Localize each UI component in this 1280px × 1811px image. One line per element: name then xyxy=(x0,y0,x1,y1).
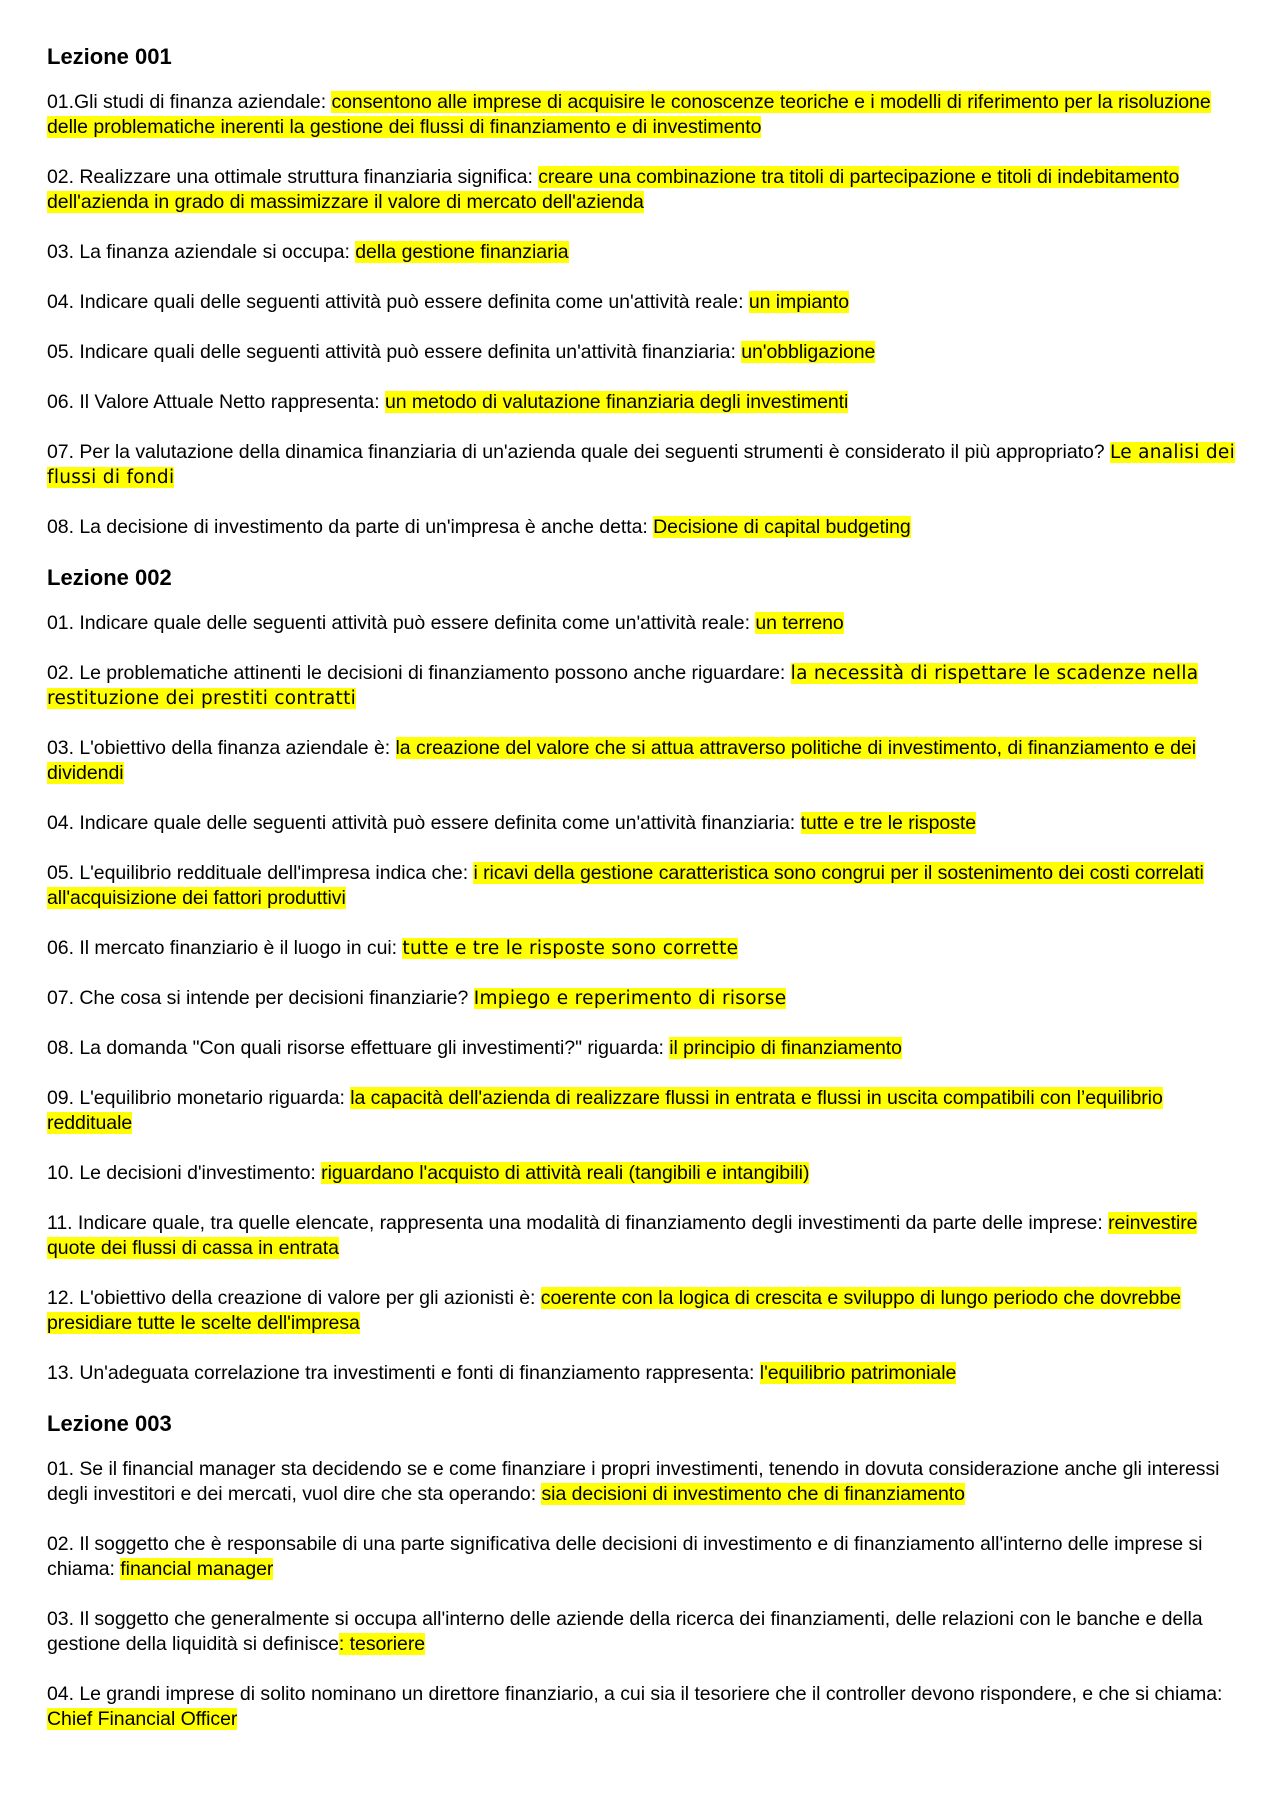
answer-highlight: il principio di finanziamento xyxy=(669,1037,902,1059)
qa-item xyxy=(47,440,1247,490)
question-text: 01.Gli studi di finanza aziendale: xyxy=(47,91,332,113)
answer-highlight: la creazione del valore che si attua attraverso politiche di investimento, di finanziamento e dei dividendi xyxy=(47,737,1197,784)
question-text: 03. La finanza aziendale si occupa: xyxy=(47,241,356,263)
lesson-002 xyxy=(47,565,1247,1386)
answer-highlight: i ricavi della gestione caratteristica sono congrui per il sostenimento dei costi correlati all'acquisizione dei fattori produttivi xyxy=(47,862,1204,909)
question-text: 03. Il soggetto che generalmente si occupa all'interno delle aziende della ricerca dei finanziamenti, delle relazioni con le banche e della gestione della liquidità si definisce xyxy=(47,1608,1203,1655)
qa-item xyxy=(47,1211,1247,1261)
answer-highlight: la capacità dell'azienda di realizzare flussi in entrata e flussi in uscita compatibili con l’equilibrio reddituale xyxy=(47,1087,1163,1134)
answer-highlight: Impiego e reperimento di risorse xyxy=(473,988,787,1009)
qa-item xyxy=(47,986,1247,1011)
question-text: 04. Indicare quale delle seguenti attività può essere definita come un'attività finanziaria: xyxy=(47,812,801,834)
question-text: 01. Indicare quale delle seguenti attività può essere definita come un'attività reale: xyxy=(47,612,756,634)
answer-highlight: della gestione finanziaria xyxy=(355,241,569,263)
question-text: 06. Il Valore Attuale Netto rappresenta: xyxy=(47,391,385,413)
qa-item xyxy=(47,1361,1247,1386)
answer-highlight: un terreno xyxy=(755,612,844,634)
question-text: 02. Il soggetto che è responsabile di una parte significativa delle decisioni di investimento e di finanziamento all'interno delle imprese si chiama: xyxy=(47,1533,1203,1580)
qa-item xyxy=(47,661,1247,711)
lesson-001 xyxy=(47,44,1247,540)
qa-item xyxy=(47,290,1247,315)
question-text: 09. L'equilibrio monetario riguarda: xyxy=(47,1087,351,1109)
question-text: 11. Indicare quale, tra quelle elencate, rappresenta una modalità di finanziamento degli investimenti da parte delle imprese: xyxy=(47,1212,1109,1234)
question-text: 04. Le grandi imprese di solito nominano un direttore finanziario, a cui sia il tesoriere che il controller devono rispondere, e che si chiama: xyxy=(47,1683,1223,1705)
question-text: 02. Le problematiche attinenti le decisioni di finanziamento possono anche riguardare: xyxy=(47,662,791,684)
answer-highlight: la necessità di rispettare le scadenze nella restituzione dei prestiti contratti xyxy=(47,663,1199,709)
answer-highlight: reinvestire quote dei flussi di cassa in entrata xyxy=(47,1212,1198,1259)
answer-highlight: tutte e tre le risposte sono corrette xyxy=(402,938,739,959)
qa-item xyxy=(47,240,1247,265)
answer-highlight: consentono alle imprese di acquisire le conoscenze teoriche e i modelli di riferimento per la risoluzione delle problematiche inerenti la gestione dei flussi di finanziamento e di investimento xyxy=(47,91,1211,138)
answer-highlight: un impianto xyxy=(748,291,850,313)
answer-highlight: tutte e tre le risposte xyxy=(800,812,977,834)
answer-highlight: l'equilibrio patrimoniale xyxy=(759,1362,957,1384)
lesson-title: Lezione 001 xyxy=(47,44,172,69)
qa-item xyxy=(47,515,1247,540)
answer-highlight: financial manager xyxy=(120,1558,274,1580)
lesson-003 xyxy=(47,1411,1247,1732)
qa-item xyxy=(47,736,1247,786)
question-text: 12. L'obiettivo della creazione di valore per gli azionisti è: xyxy=(47,1287,541,1309)
answer-highlight: coerente con la logica di crescita e sviluppo di lungo periodo che dovrebbe presidiare tutte le scelte dell'impresa xyxy=(47,1287,1181,1334)
qa-item xyxy=(47,340,1247,365)
question-text: 07. Per la valutazione della dinamica finanziaria di un'azienda quale dei seguenti strumenti è considerato il più appropriato? xyxy=(47,441,1110,463)
answer-highlight: Chief Financial Officer xyxy=(47,1708,238,1730)
question-text: 10. Le decisioni d'investimento: xyxy=(47,1162,322,1184)
qa-item xyxy=(47,165,1247,215)
answer-highlight: creare una combinazione tra titoli di partecipazione e titoli di indebitamento dell'azienda in grado di massimizzare il valore di mercato dell'azienda xyxy=(47,166,1180,213)
question-text: 02. Realizzare una ottimale struttura finanziaria significa: xyxy=(47,166,539,188)
answer-highlight: un metodo di valutazione finanziaria degli investimenti xyxy=(384,391,849,413)
qa-item xyxy=(47,1086,1247,1136)
qa-item xyxy=(47,1532,1247,1582)
document-page xyxy=(47,44,1247,1757)
question-text: 08. La decisione di investimento da parte di un'impresa è anche detta: xyxy=(47,516,654,538)
question-text: 03. L'obiettivo della finanza aziendale è: xyxy=(47,737,396,759)
question-text: 08. La domanda "Con quali risorse effettuare gli investimenti?" riguarda: xyxy=(47,1037,670,1059)
answer-highlight: Decisione di capital budgeting xyxy=(653,516,911,538)
question-text: 01. Se il financial manager sta decidendo se e come finanziare i propri investimenti, tenendo in dovuta considerazione anche gli interessi degli investitori e dei mercati, vuol dire che sta operando: xyxy=(47,1458,1220,1505)
qa-item xyxy=(47,1161,1247,1186)
qa-item xyxy=(47,1607,1247,1657)
answer-highlight: un'obbligazione xyxy=(741,341,876,363)
answer-highlight: riguardano l'acquisto di attività reali (tangibili e intangibili) xyxy=(321,1162,810,1184)
question-text: 07. Che cosa si intende per decisioni finanziarie? xyxy=(47,987,474,1009)
answer-highlight: sia decisioni di investimento che di finanziamento xyxy=(541,1483,965,1505)
qa-item xyxy=(47,1457,1247,1507)
qa-item xyxy=(47,1036,1247,1061)
qa-item xyxy=(47,611,1247,636)
lesson-title: Lezione 003 xyxy=(47,1411,172,1436)
qa-item xyxy=(47,861,1247,911)
qa-item xyxy=(47,90,1247,140)
question-text: 13. Un'adeguata correlazione tra investimenti e fonti di finanziamento rappresenta: xyxy=(47,1362,760,1384)
qa-item xyxy=(47,811,1247,836)
question-text: 06. Il mercato finanziario è il luogo in cui: xyxy=(47,937,403,959)
answer-highlight: : tesoriere xyxy=(338,1633,426,1655)
qa-item xyxy=(47,936,1247,961)
lesson-title: Lezione 002 xyxy=(47,565,172,590)
qa-item xyxy=(47,1682,1247,1732)
question-text: 05. Indicare quali delle seguenti attività può essere definita un'attività finanziaria: xyxy=(47,341,742,363)
qa-item xyxy=(47,390,1247,415)
qa-item xyxy=(47,1286,1247,1336)
answer-highlight: Le analisi dei flussi di fondi xyxy=(47,442,1236,488)
question-text: 05. L'equilibrio reddituale dell'impresa indica che: xyxy=(47,862,474,884)
question-text: 04. Indicare quali delle seguenti attività può essere definita come un'attività reale: xyxy=(47,291,749,313)
